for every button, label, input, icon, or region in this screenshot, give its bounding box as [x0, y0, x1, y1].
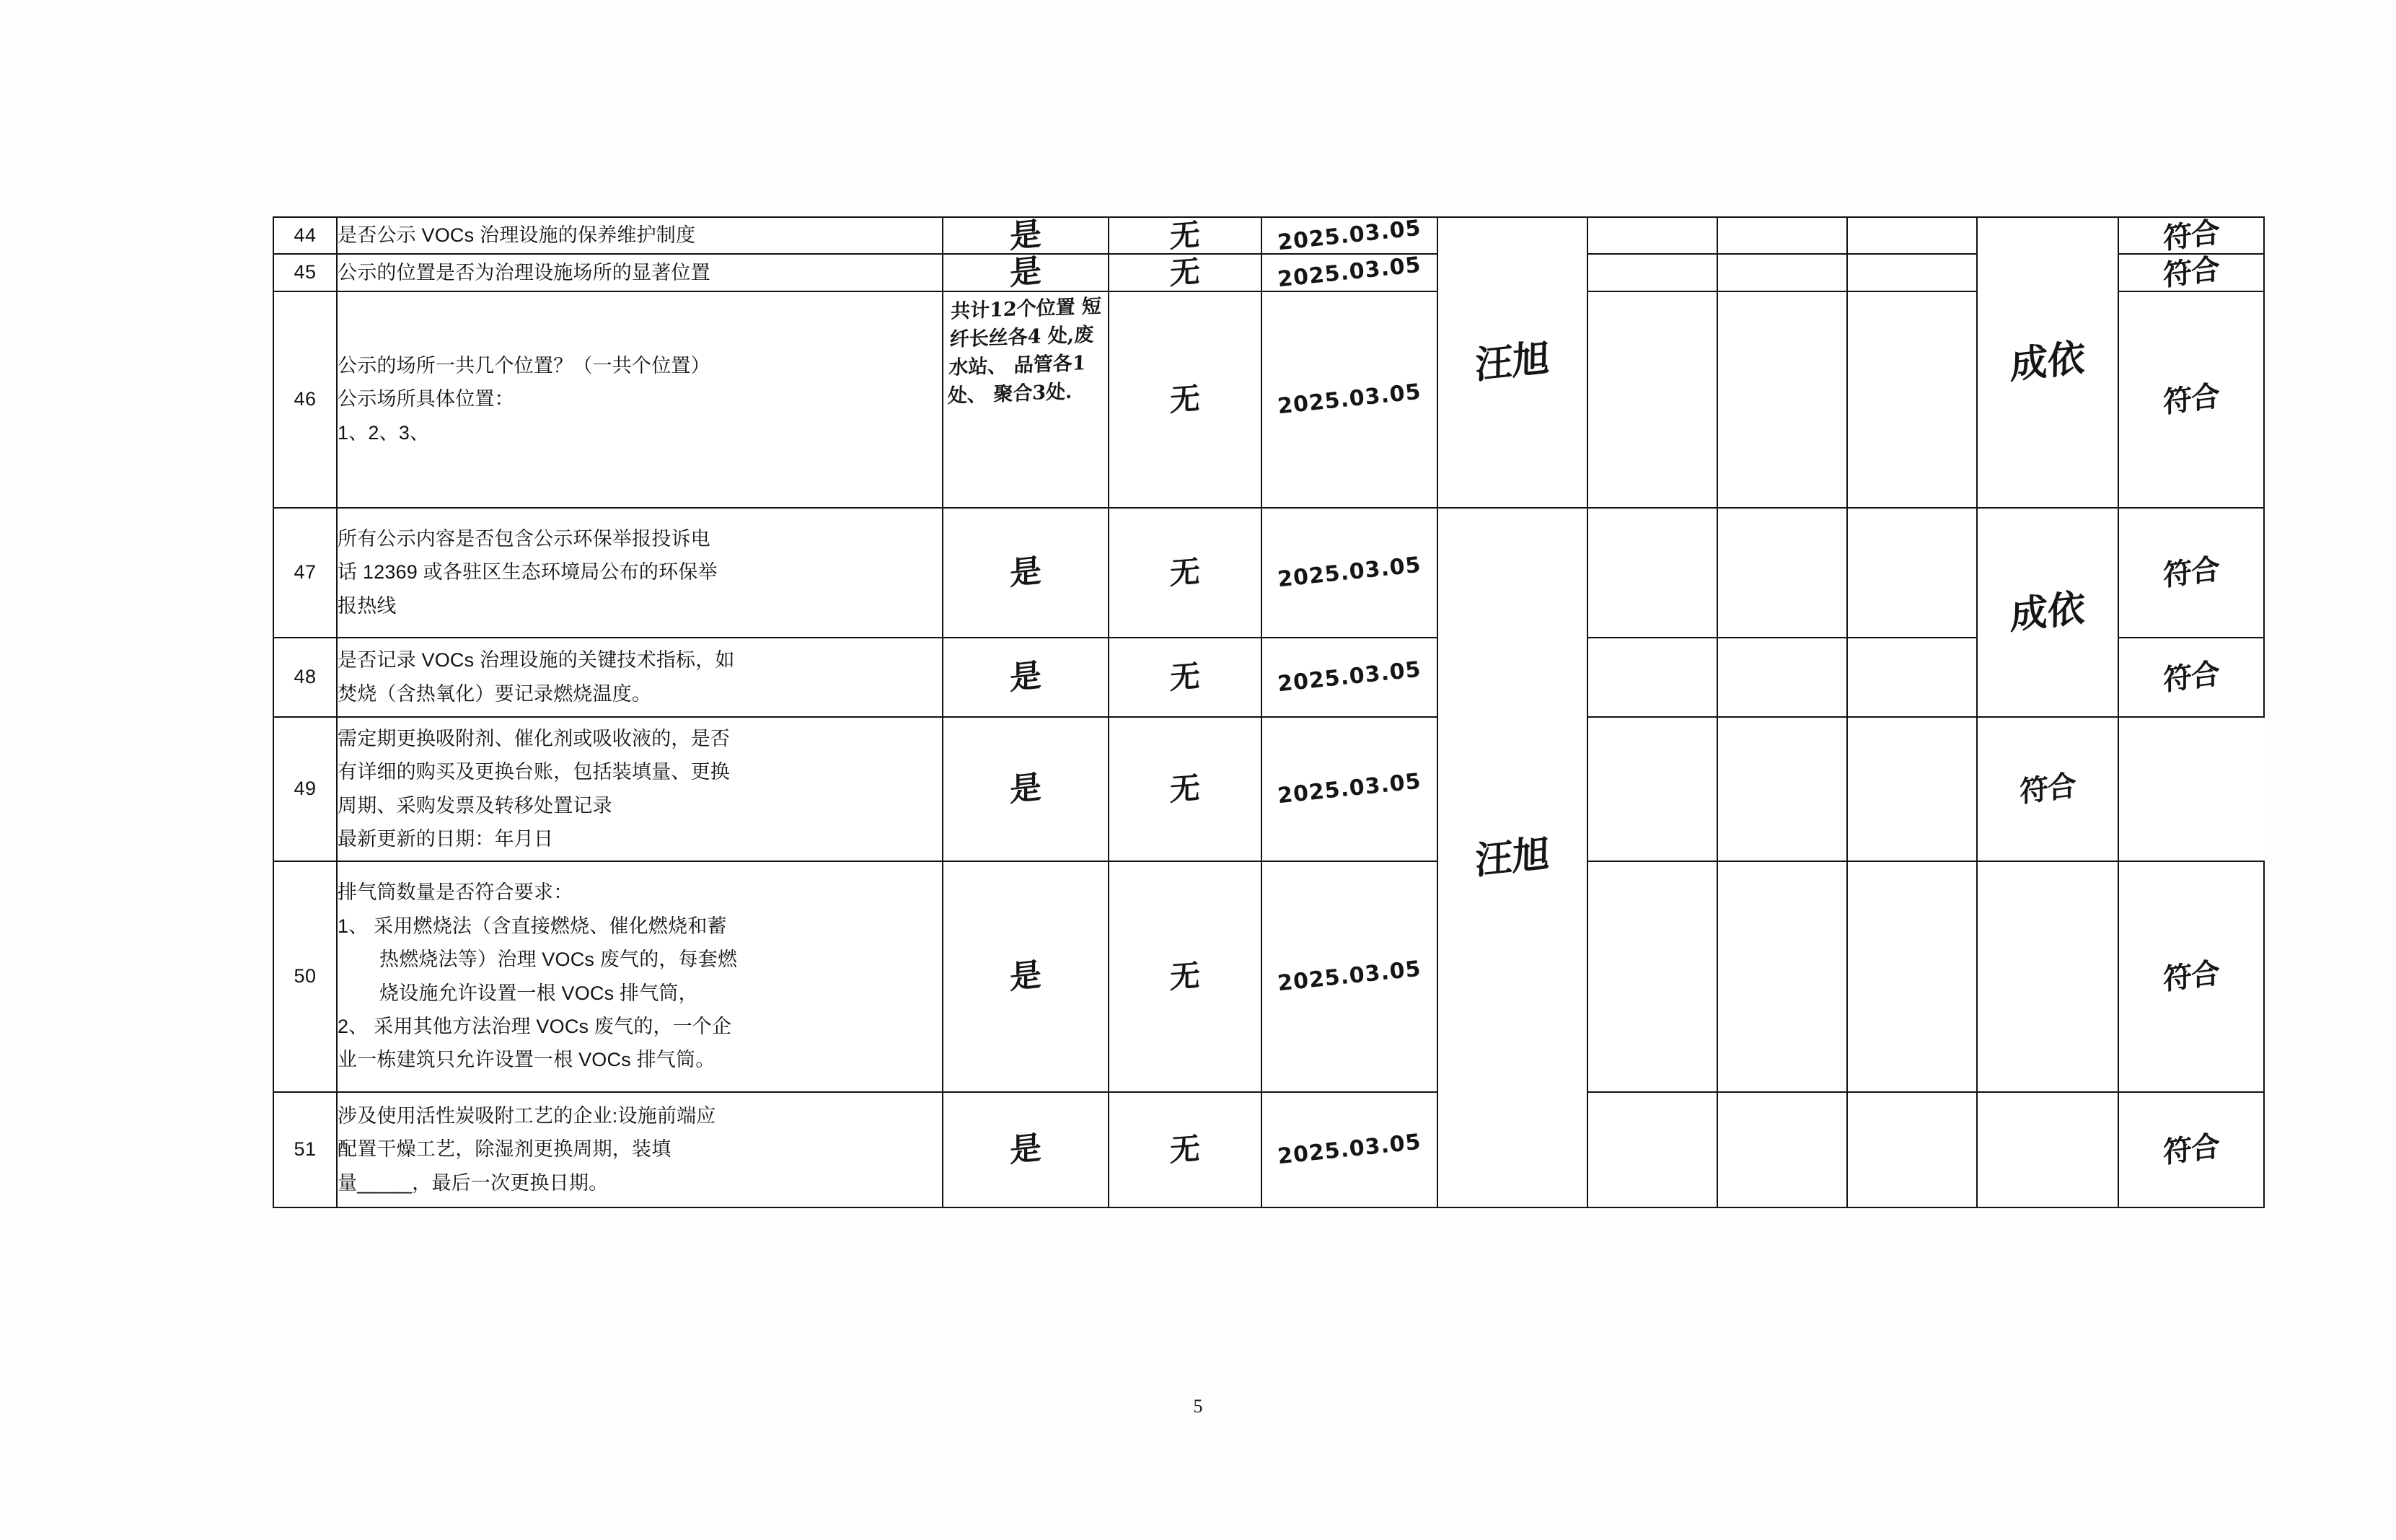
reviewer-blank-cell[interactable]: [1977, 1092, 2118, 1207]
handwritten-no: 无: [1169, 253, 1201, 291]
handwritten-yes: 是: [1010, 252, 1041, 293]
blank-cell-3[interactable]: [1847, 508, 1977, 638]
date-field[interactable]: [1261, 861, 1437, 1092]
handwritten-date: 2025.03.05: [1276, 768, 1423, 809]
handwritten-result: 符合: [2163, 214, 2219, 256]
date-field[interactable]: [1261, 254, 1437, 291]
inspector-signature-cell-bottom[interactable]: [1437, 508, 1587, 1207]
no-field[interactable]: [1109, 861, 1261, 1092]
blank-cell-1[interactable]: [1587, 291, 1717, 508]
handwritten-no: 无: [1169, 770, 1201, 808]
row-item-text: [337, 217, 943, 254]
item-line: 业一栋建筑只允许设置一根 VOCs 排气筒。: [338, 1049, 715, 1071]
handwritten-position-note: 共计12个位置 短纤长丝各4 处,废水站、 品管各1处、 聚合3处.: [947, 294, 1102, 408]
handwritten-result: 符合: [2163, 1128, 2219, 1170]
row-number: 46: [273, 291, 337, 508]
result-field[interactable]: [2118, 508, 2264, 638]
blank-cell-3[interactable]: [1847, 1092, 1977, 1207]
item-line: 报热线: [338, 594, 397, 617]
handwritten-yes: 是: [1010, 215, 1041, 256]
item-line: 所有公示内容是否包含公示环保举报投诉电: [338, 527, 710, 550]
table-row: [273, 508, 2264, 638]
row-number: 51: [273, 1092, 337, 1207]
handwritten-result: 符合: [2020, 767, 2076, 809]
yes-field[interactable]: [943, 291, 1109, 508]
blank-cell-3[interactable]: [1847, 291, 1977, 508]
inspector-signature-cell-top[interactable]: [1437, 217, 1587, 508]
handwritten-date: 2025.03.05: [1276, 379, 1423, 420]
no-field[interactable]: [1109, 291, 1261, 508]
blank-cell-1[interactable]: [1587, 508, 1717, 638]
date-field[interactable]: [1261, 638, 1437, 717]
blank-cell-2[interactable]: [1717, 1092, 1847, 1207]
blank-cell-2[interactable]: [1717, 291, 1847, 508]
row-item-text: [337, 291, 943, 508]
handwritten-no: 无: [1169, 216, 1201, 255]
blank-cell-3[interactable]: [1847, 217, 1977, 254]
item-line: 焚烧（含热氧化）要记录燃烧温度。: [338, 682, 652, 705]
reviewer-blank-cell[interactable]: [1977, 861, 2118, 1092]
no-field[interactable]: [1109, 254, 1261, 291]
table-row: [273, 1092, 2264, 1207]
item-line: 最新更新的日期：年月日: [338, 827, 554, 850]
handwritten-no: 无: [1169, 1130, 1201, 1169]
yes-field[interactable]: [943, 638, 1109, 717]
blank-cell-2[interactable]: [1717, 254, 1847, 291]
table-row: [273, 861, 2264, 1092]
handwritten-result: 符合: [2163, 378, 2219, 420]
handwritten-date: 2025.03.05: [1276, 252, 1423, 293]
item-line: 配置干燥工艺，除湿剂更换周期，装填: [338, 1138, 671, 1161]
date-field[interactable]: [1261, 291, 1437, 508]
blank-cell-2[interactable]: [1717, 217, 1847, 254]
result-field[interactable]: [2118, 1092, 2264, 1207]
vocs-inspection-table: [273, 216, 2265, 1208]
handwritten-reviewer-signature: 成依: [2009, 585, 2086, 638]
handwritten-yes: 是: [1010, 656, 1041, 698]
blank-cell-3[interactable]: [1847, 717, 1977, 861]
handwritten-result: 符合: [2163, 251, 2219, 293]
handwritten-date: 2025.03.05: [1276, 552, 1423, 593]
handwritten-no: 无: [1169, 553, 1201, 591]
blank-cell-2[interactable]: [1717, 861, 1847, 1092]
blank-cell-1[interactable]: [1587, 861, 1717, 1092]
result-field[interactable]: [2118, 638, 2264, 717]
reviewer-signature-cell-bottom[interactable]: [1977, 508, 2118, 717]
checklist-sheet: [273, 216, 2263, 1208]
item-line: 1、 采用燃烧法（含直接燃烧、催化燃烧和蓄: [338, 915, 727, 937]
handwritten-date: 2025.03.05: [1276, 656, 1423, 698]
result-field[interactable]: [2118, 291, 2264, 508]
handwritten-result: 符合: [2163, 656, 2219, 698]
handwritten-date: 2025.03.05: [1276, 956, 1423, 997]
handwritten-yes: 是: [1010, 1129, 1041, 1170]
row-item-text: [337, 1092, 943, 1207]
result-field[interactable]: [1977, 717, 2118, 861]
item-line: 是否公示 VOCs 治理设施的保养维护制度: [338, 224, 696, 247]
result-field[interactable]: [2118, 214, 2264, 256]
item-line: 公示的位置是否为治理设施场所的显著位置: [338, 261, 710, 283]
row-number: 47: [273, 508, 337, 638]
no-field[interactable]: [1109, 508, 1261, 638]
handwritten-yes: 是: [1010, 552, 1041, 593]
blank-cell-1[interactable]: [1587, 254, 1717, 291]
reviewer-signature-cell-top[interactable]: [1977, 217, 2118, 508]
table-row: [273, 254, 2264, 291]
handwritten-no: 无: [1169, 658, 1201, 696]
table-row: [273, 291, 2264, 508]
yes-field[interactable]: [943, 861, 1109, 1092]
no-field[interactable]: [1109, 717, 1261, 861]
item-line: 涉及使用活性炭吸附工艺的企业:设施前端应: [338, 1104, 716, 1127]
handwritten-no: 无: [1169, 380, 1201, 418]
page-number: 5: [1193, 1396, 1203, 1417]
row-number: 50: [273, 861, 337, 1092]
yes-field[interactable]: [943, 1092, 1109, 1207]
handwritten-reviewer-signature: 成依: [2009, 335, 2086, 388]
row-number: 49: [273, 717, 337, 861]
handwritten-date: 2025.03.05: [1276, 215, 1423, 256]
blank-cell-2[interactable]: [1717, 638, 1847, 717]
result-field[interactable]: [2118, 251, 2264, 293]
yes-field[interactable]: [943, 508, 1109, 638]
no-field[interactable]: [1109, 217, 1261, 254]
no-field[interactable]: [1109, 638, 1261, 717]
table-row: [273, 217, 2264, 254]
table-row: [273, 717, 2264, 861]
date-field[interactable]: [1261, 217, 1437, 254]
handwritten-inspector-signature: 汪旭: [1474, 830, 1551, 884]
row-item-text: [337, 717, 943, 861]
row-number: 45: [273, 254, 337, 291]
item-line: 是否记录 VOCs 治理设施的关键技术指标，如: [338, 649, 735, 672]
table-row: [273, 638, 2264, 717]
blank-cell-1[interactable]: [1587, 638, 1717, 717]
blank-cell-3[interactable]: [1847, 861, 1977, 1092]
item-line: 2、 采用其他方法治理 VOCs 废气的，一个企: [338, 1015, 732, 1037]
item-line: 公示场所具体位置：: [338, 388, 514, 410]
handwritten-result: 符合: [2163, 551, 2219, 593]
date-field[interactable]: [1261, 1092, 1437, 1207]
item-line: 周期、采购发票及转移处置记录: [338, 794, 612, 817]
yes-field[interactable]: [943, 217, 1109, 254]
blank-cell-3[interactable]: [1847, 254, 1977, 291]
blank-cell-2[interactable]: [1717, 717, 1847, 861]
row-item-text: [337, 638, 943, 717]
item-line: 1、2、3、: [338, 421, 430, 444]
row-number: 48: [273, 638, 337, 717]
no-field[interactable]: [1109, 1092, 1261, 1207]
blank-cell-1[interactable]: [1587, 217, 1717, 254]
item-line: 量_____，最后一次更换日期。: [338, 1171, 609, 1194]
handwritten-inspector-signature: 汪旭: [1474, 335, 1551, 388]
handwritten-yes: 是: [1010, 768, 1041, 809]
row-item-text: [337, 254, 943, 291]
blank-cell-2[interactable]: [1717, 508, 1847, 638]
date-field[interactable]: [1261, 508, 1437, 638]
item-line: 烧设施允许设置一根 VOCs 排气筒，: [379, 982, 698, 1004]
row-item-text: [337, 508, 943, 638]
item-line: 有详细的购买及更换台账，包括装填量、更换: [338, 761, 730, 783]
item-line: 公示的场所一共几个位置？（一共个位置）: [338, 354, 710, 377]
item-line: 需定期更换吸附剂、催化剂或吸收液的，是否: [338, 727, 730, 749]
item-line: 话 12369 或各驻区生态环境局公布的环保举: [338, 561, 718, 584]
blank-cell-1[interactable]: [1587, 717, 1717, 861]
handwritten-no: 无: [1169, 957, 1201, 995]
item-line: 排气筒数量是否符合要求：: [338, 881, 573, 904]
yes-field[interactable]: [943, 717, 1109, 861]
result-field[interactable]: [2118, 861, 2264, 1092]
handwritten-yes: 是: [1010, 956, 1041, 997]
handwritten-result: 符合: [2163, 955, 2219, 997]
item-line: 热燃烧法等）治理 VOCs 废气的，每套燃: [379, 949, 738, 971]
yes-field[interactable]: [943, 254, 1109, 291]
date-field[interactable]: [1261, 717, 1437, 861]
handwritten-date: 2025.03.05: [1276, 1129, 1423, 1170]
row-item-text: [337, 861, 943, 1092]
blank-cell-3[interactable]: [1847, 638, 1977, 717]
row-number: 44: [273, 217, 337, 254]
blank-cell-1[interactable]: [1587, 1092, 1717, 1207]
